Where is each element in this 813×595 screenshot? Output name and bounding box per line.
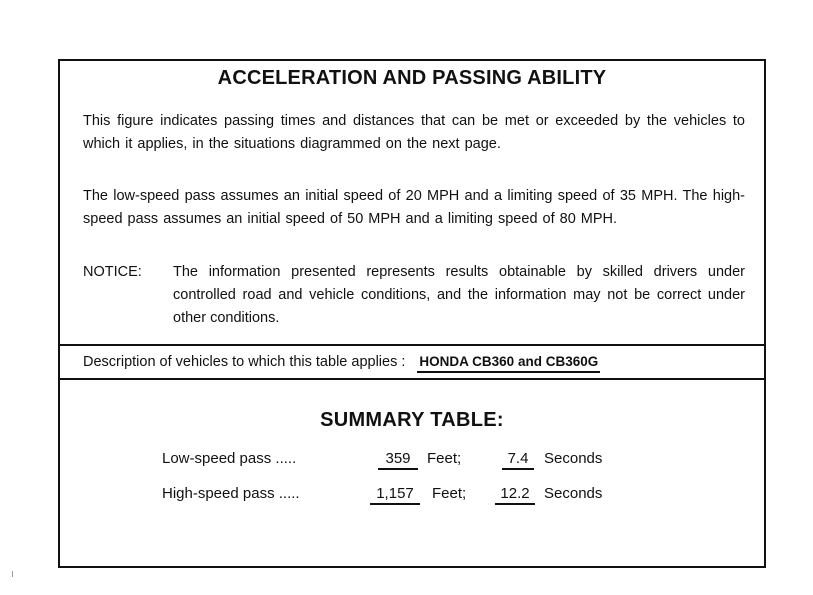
pass-label: High-speed pass ..... xyxy=(162,485,300,502)
distance-unit: Feet; xyxy=(427,450,462,467)
pass-label: Low-speed pass ..... xyxy=(162,450,297,467)
intro-paragraph: This figure indicates passing times and distances that can be met or exceeded by the vehicles to which it applies, in the situations diagrammed on the next page. xyxy=(83,113,745,152)
summary-table-title: SUMMARY TABLE: xyxy=(320,409,504,431)
vehicle-description-label: Description of vehicles to which this table applies : xyxy=(83,354,406,370)
distance-unit: Feet; xyxy=(432,485,467,502)
scan-artifact xyxy=(12,571,13,577)
document-title: ACCELERATION AND PASSING ABILITY xyxy=(217,67,607,89)
pass-distance: 1,157 xyxy=(370,485,420,505)
pass-distance: 359 xyxy=(378,450,418,470)
section-divider xyxy=(60,344,764,346)
notice-text: The information presented represents results obtainable by skilled drivers under controlled road and vehicle conditions, and the information may not be correct under other conditions. xyxy=(173,264,745,326)
vehicle-description-row xyxy=(83,353,754,373)
pass-time: 7.4 xyxy=(502,450,534,470)
document-frame xyxy=(58,59,766,568)
vehicle-description-value: HONDA CB360 and CB360G xyxy=(417,353,600,373)
assumptions-paragraph: The low-speed pass assumes an initial speed of 20 MPH and a limiting speed of 35 MPH. The high-speed pass assumes an initial speed of 50 MPH and a limiting speed of 80 MPH. xyxy=(83,188,745,227)
pass-time: 12.2 xyxy=(495,485,535,505)
section-divider xyxy=(60,378,764,380)
time-unit: Seconds xyxy=(544,485,603,502)
notice-label: NOTICE: xyxy=(83,264,142,280)
time-unit: Seconds xyxy=(544,450,603,467)
